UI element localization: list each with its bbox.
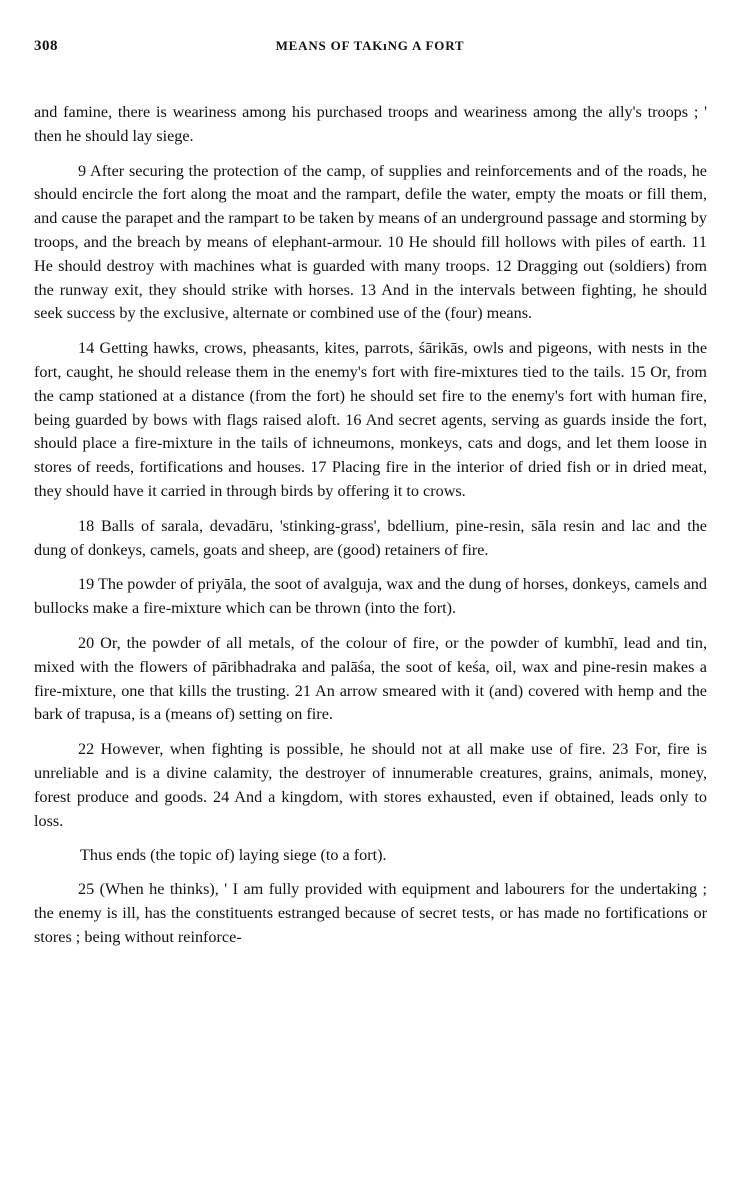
- paragraph-9: 9 After securing the protection of the camp, of supplies and reinforcements and of the roads, he should encircle the fort along the moat and the rampart, defile the water, empty the moats or fill them, and cause the parapet and the rampart to be taken by means of an underground passage and storming by troops, and the breach by means of elephant-armour. 10 He should fill hollows with piles of earth. 11 He should destroy with machines what is guarded with many troops. 12 Dragging out (soldiers) from the runway exit, they should strike with horses. 13 And in the intervals between fighting, he should seek success by the exclusive, alternate or combined use of the (four) means.: [34, 161, 707, 323]
- page-header: [34, 38, 706, 60]
- paragraph-19: 19 The powder of priyāla, the soot of avalguja, wax and the dung of horses, donkeys, camels and bullocks make a fire-mixture which can be thrown (into the fort).: [34, 575, 707, 618]
- paragraph-18: 18 Balls of sarala, devadāru, 'stinking-grass', bdellium, pine-resin, sāla resin and lac and the dung of donkeys, camels, goats and sheep, are (good) retainers of fire.: [34, 516, 707, 559]
- topic-end-line: Thus ends (the topic of) laying siege (to a fort).: [80, 846, 387, 865]
- paragraph-20: 20 Or, the powder of all metals, of the colour of fire, or the powder of kumbhī, lead and tin, mixed with the flowers of pāribhadraka and palāśa, the soot of keśa, oil, wax and pine-resin makes a fire-mixture, one that kills the trusting. 21 An arrow smeared with it (and) covered with hemp and the bark of trapusa, is a (means of) setting on fire.: [34, 633, 707, 724]
- paragraph-25: 25 (When he thinks), ' I am fully provided with equipment and labourers for the undertaking ; the enemy is ill, has the constituents estranged because of secret tests, or has made no fortifications or stores ; being without reinforce-: [34, 880, 707, 946]
- paragraph-14: 14 Getting hawks, crows, pheasants, kites, parrots, śārikās, owls and pigeons, with nests in the fort, caught, he should release them in the enemy's fort with fire-mixtures tied to the tails. 15 Or, from the camp stationed at a distance (from the fort) he should set fire to the enemy's fort with human fire, being guarded by bows with flags raised aloft. 16 And secret agents, serving as guards inside the fort, should place a fire-mixture in the tails of ichneumons, monkeys, cats and dogs, and let them loose in stores of reeds, fortifications and houses. 17 Placing fire in the interior of dried fish or in dried meat, they should have it carried in through birds by offering it to crows.: [34, 339, 707, 500]
- body-text: [34, 101, 707, 961]
- running-title: MEANS OF TAKıNG A FORT: [275, 38, 465, 53]
- paragraph-continuation: and famine, there is weariness among his purchased troops and weariness among the ally's troops ; ' then he should lay siege.: [34, 103, 707, 145]
- paragraph-22: 22 However, when fighting is possible, he should not at all make use of fire. 23 For, fire is unreliable and is a divine calamity, the destroyer of innumerable creatures, grains, animals, money, forest produce and goods. 24 And a kingdom, with stores exhausted, even if obtained, leads only to loss.: [34, 740, 707, 830]
- page-number: 308: [34, 38, 58, 54]
